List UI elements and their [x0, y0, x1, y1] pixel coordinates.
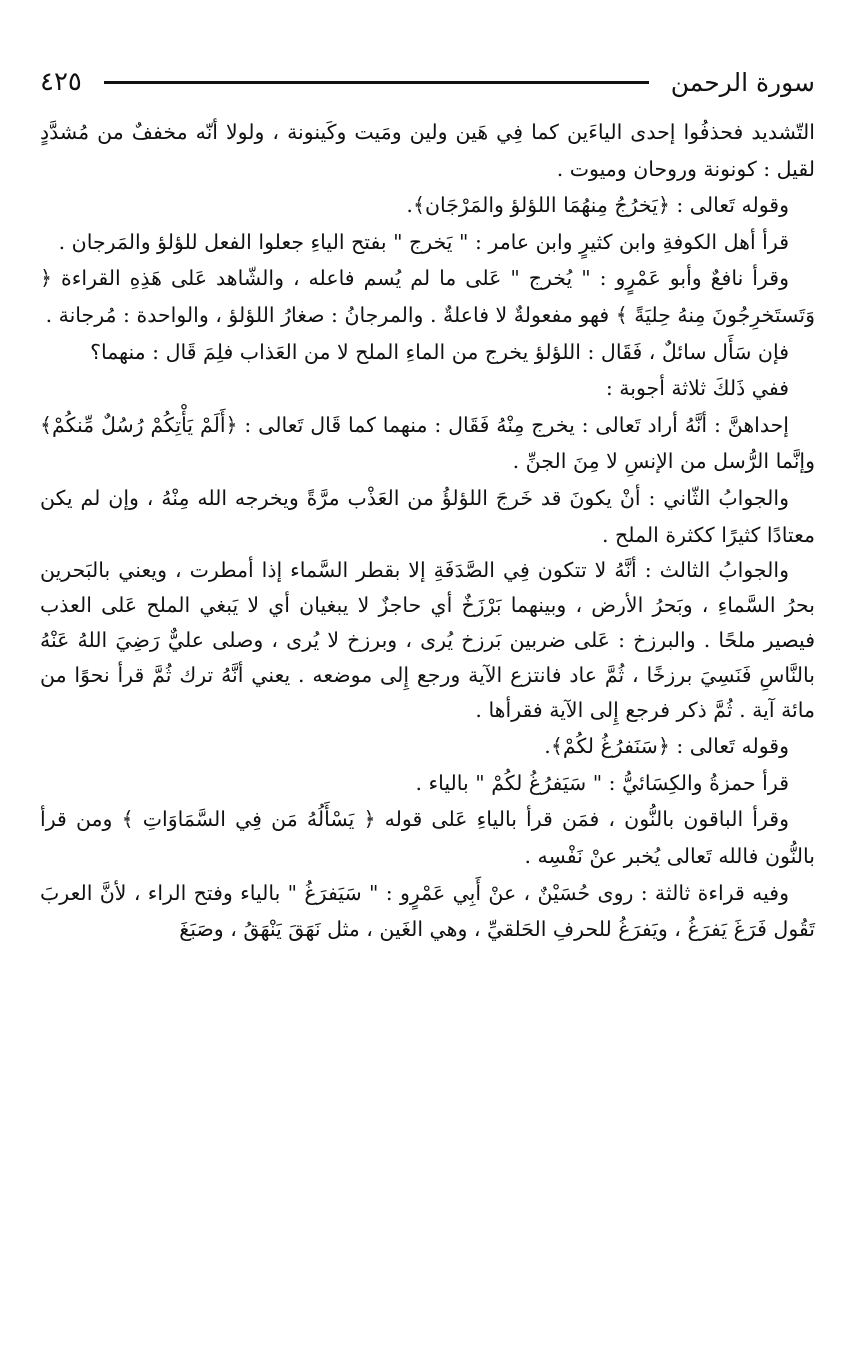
paragraph-2: وقوله تَعالى : ﴿يَخرُجُ مِنهُمَا اللؤلؤ والمَرْجَان﴾. [406, 193, 789, 218]
paragraph-11: قرأ حمزةُ والكِسَائيُّ : " سَيَفرُغُ لكُمْ " بالياء . [415, 770, 789, 795]
paragraph-12: وقرأ الباقون بالنُّون ، فمَن قرأ بالياءِ عَلى قوله ﴿ يَسْأَلُهُ مَن فِي السَّمَاوَاتِ ﴾ ومن قرأ بالنُّون فالله تَعالى يُخبر عنْ نَفْسِه . [40, 807, 815, 868]
paragraph-10: وقوله تَعالى : ﴿سَنَفرُغُ لكُمْ﴾. [544, 734, 789, 759]
paragraph-4: وقرأ نافعٌ وأبو عَمْرٍو : " يُخرج " عَلى ما لم يُسم فاعله ، والشّاهد عَلى هَذِهِ القراءة ﴿ وَتَستَخرِجُونَ مِنهُ حِليَةً ﴾ فهو مفعولةٌ لا فاعلةٌ . والمرجانُ : صغارُ اللؤلؤ ، والواحدة : مُرجانة . [40, 266, 815, 327]
paragraph-8: والجوابُ الثّاني : أنْ يكونَ قد خَرجَ اللؤلؤُ من العَذْب مرَّةً ويخرجه الله مِنْهُ ، وإن لم يكن معتادًا كثيرًا ككثرة الملح . [40, 485, 815, 547]
body-text [40, 114, 815, 948]
running-header [40, 60, 815, 104]
paragraph-13: وفيه قراءة ثالثة : روى حُسَيْنٌ ، عنْ أَبِي عَمْرٍو : " سَيَفرَغُ " بالياء وفتح الراء ، لأنَّ العربَ تَقُول فَرَغَ يَفرَغُ ، ويَفرَغُ للحرفِ الحَلقيِّ ، وهي الغَين ، مثل نَهَقَ يَنْهَقُ ، وصَبَغَ [40, 880, 815, 942]
header-rule [104, 81, 649, 84]
paragraph-5: فإن سَأَل سائلٌ ، فَقَال : اللؤلؤ يخرج من الماءِ الملح لا من العَذاب فلِمَ قَال : منهما؟ [90, 339, 789, 364]
page-number: ٤٢٥ [40, 67, 82, 97]
book-page [40, 60, 815, 948]
paragraph-6: ففي ذَلكَ ثلاثة أجوبة : [605, 376, 789, 401]
paragraph-3: قرأ أهل الكوفةِ وابن كثيرٍ وابن عامر : " يَخرج " بفتح الياءِ جعلوا الفعل للؤلؤ والمَرجان . [58, 229, 789, 254]
paragraph-9: والجوابُ الثالث : أنَّهُ لا تتكون فِي الصَّدَفَةِ إلا بقطر السَّماء إذا أمطرت ، ويعني بالبَحرين بحرُ السَّماءِ ، وبَحرُ الأرض ، وبينهما بَرْزَخٌ أي حاجزٌ لا يبغيان أي لا يَبغي الملح عَلى العذب فيصير ملحًا . والبرزخ : عَلى ضربين بَرزخ يُرى ، وبرزخ لا يُرى ، وصلى عليٌّ رَضِيَ اللهُ عَنْهُ بالنَّاسِ فَنَسِيَ برزخًا ، ثُمَّ عاد فانتزع الآية ورجع إِلى موضعه . يعني أنَّهُ ترك ثُمَّ قرأ نحوًا من مائة آية . ثُمَّ ذكر فرجع إِلى الآية فقرأها . [40, 558, 815, 723]
surah-title: سورة الرحمن [670, 67, 815, 97]
paragraph-7: إحداهنَّ : أنَّهُ أراد تَعالى : يخرج مِنْهُ فَقَال : منهما كما قَال تَعالى : ﴿أَلَمْ يَأْتِكُمْ رُسُلٌ مِّنكُمْ﴾ وإنَّما الرُّسل من الإنسِ لا مِنَ الجنِّ . [40, 412, 815, 474]
paragraph-1: التّشديد فحذفُوا إحدى الياءَين كما فِي هَين ولين ومَيت وكَينونة ، ولولا أنّه مخففٌ من مُشدَّدٍ لقيل : كونونة وروحان وميوت . [40, 120, 815, 181]
